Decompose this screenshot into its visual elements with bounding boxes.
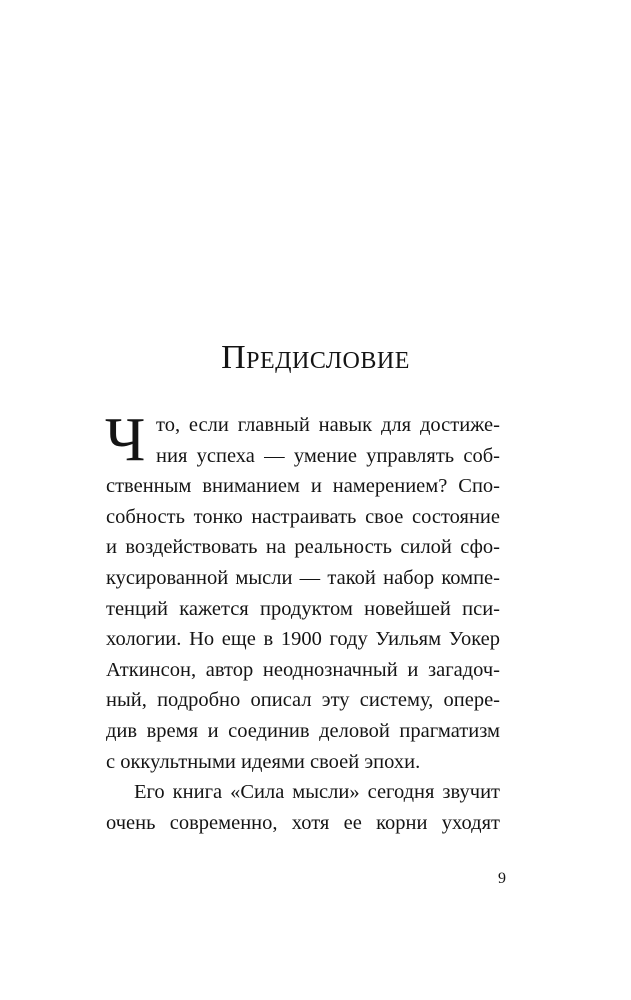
text-line: собность тонко настраивать свое состояние — [106, 505, 500, 528]
text-line: кусированной мысли — такой набор компе- — [106, 566, 500, 589]
text-line: очень современно, хотя ее корни уходят — [106, 811, 500, 834]
text-line: див время и соединив деловой прагматизм — [106, 719, 500, 742]
text-line: хологии. Но еще в 1900 году Уильям Уокер — [106, 628, 500, 651]
page-number: 9 — [498, 870, 506, 887]
text-line: Его книга «Сила мысли» сегодня звучит — [134, 781, 500, 804]
body-text — [105, 406, 500, 838]
paragraph-2 — [106, 777, 500, 838]
text-line: ный, подробно описал эту систему, опере- — [106, 689, 500, 712]
text-line: тенций кажется продуктом новейшей пси- — [106, 597, 500, 620]
paragraph-1 — [105, 406, 500, 777]
text-line-content: то, если главный навык для достиже- — [156, 414, 500, 436]
text-line: и воздействовать на реальность силой сфо- — [106, 536, 500, 559]
text-line: с оккультными идеями своей эпохи. — [106, 750, 421, 773]
chapter-title: Предисловие — [221, 339, 410, 376]
text-line: ния успеха — умение управлять соб- — [156, 444, 500, 467]
text-line: ственным вниманием и намерением? Спо- — [106, 475, 500, 498]
text-line: Аткинсон, автор неоднозначный и загадоч- — [106, 658, 500, 681]
drop-cap: Ч — [105, 406, 146, 474]
